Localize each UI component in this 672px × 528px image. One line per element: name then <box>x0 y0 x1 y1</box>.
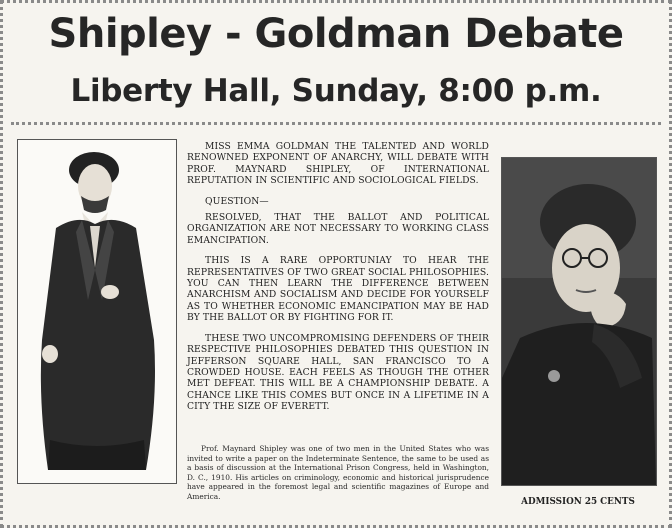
admission-price: ADMISSION 25 CENTS <box>521 497 635 507</box>
poster-title: Shipley - Goldman Debate <box>48 11 624 57</box>
intro-paragraph: MISS EMMA GOLDMAN THE TALENTED AND WORLD RENOWNED EXPONENT OF ANARCHY, WILL DEBATE WITH PROF. MAYNARD SHIPLEY, OF INTERNATIONAL REPUTATION IN SCIENTIFIC AND SOCIOLOGICAL FIELDS. <box>187 141 489 187</box>
defenders-paragraph: THESE TWO UNCOMPROMISING DEFENDERS OF THEIR RESPECTIVE PHILOSOPHIES DEBATED THIS QUESTION IN JEFFERSON SQUARE HALL, SAN FRANCISCO TO A CROWDED HOUSE. EACH FEELS AS THOUGH THE OTHER MET DEFEAT. THIS WILL BE A CHAMPIONSHIP DEBATE. A CHANCE LIKE THIS COMES BUT ONCE IN A LIFETIME IN A CITY THE SIZE OF EVERETT. <box>187 332 489 413</box>
portrait-man-illustration <box>18 140 176 483</box>
portrait-man <box>17 139 177 484</box>
question-label: QUESTION— <box>205 195 269 207</box>
poster-body <box>187 141 489 422</box>
shipley-note: Prof. Maynard Shipley was one of two men in the United States who was invited to write a paper on the Indeterminate Sentence, the same to be used as a basis of discussion at the International Prison Congress, held in Washington, D. C., 1910. His articles on criminology, economic and historical jurisprudence have appeared in the foremost legal and scientific magazines of Europe and America. <box>187 444 489 501</box>
portrait-woman-illustration <box>502 158 656 485</box>
poster-header <box>3 3 669 125</box>
header-divider <box>11 122 661 125</box>
opportunity-paragraph: THIS IS A RARE OPPORTUNIAY TO HEAR THE REPRESENTATIVES OF TWO GREAT SOCIAL PHILOSOPHIES. YOU CAN THEN LEARN THE DIFFERENCE BETWEEN ANARCHISM AND SOCIALISM AND DECIDE FOR YOURSELF AS TO WHETHER ECONOMIC EMANCIPATION MAY BE HAD BY THE BALLOT OR BY FIGHTING FOR IT. <box>187 255 489 324</box>
portrait-woman <box>501 157 657 486</box>
resolution-paragraph: RESOLVED, THAT THE BALLOT AND POLITICAL ORGANIZATION ARE NOT NECESSARY TO WORKING CLASS EMANCIPATION. <box>187 212 489 246</box>
poster-subtitle: Liberty Hall, Sunday, 8:00 p.m. <box>70 73 602 109</box>
